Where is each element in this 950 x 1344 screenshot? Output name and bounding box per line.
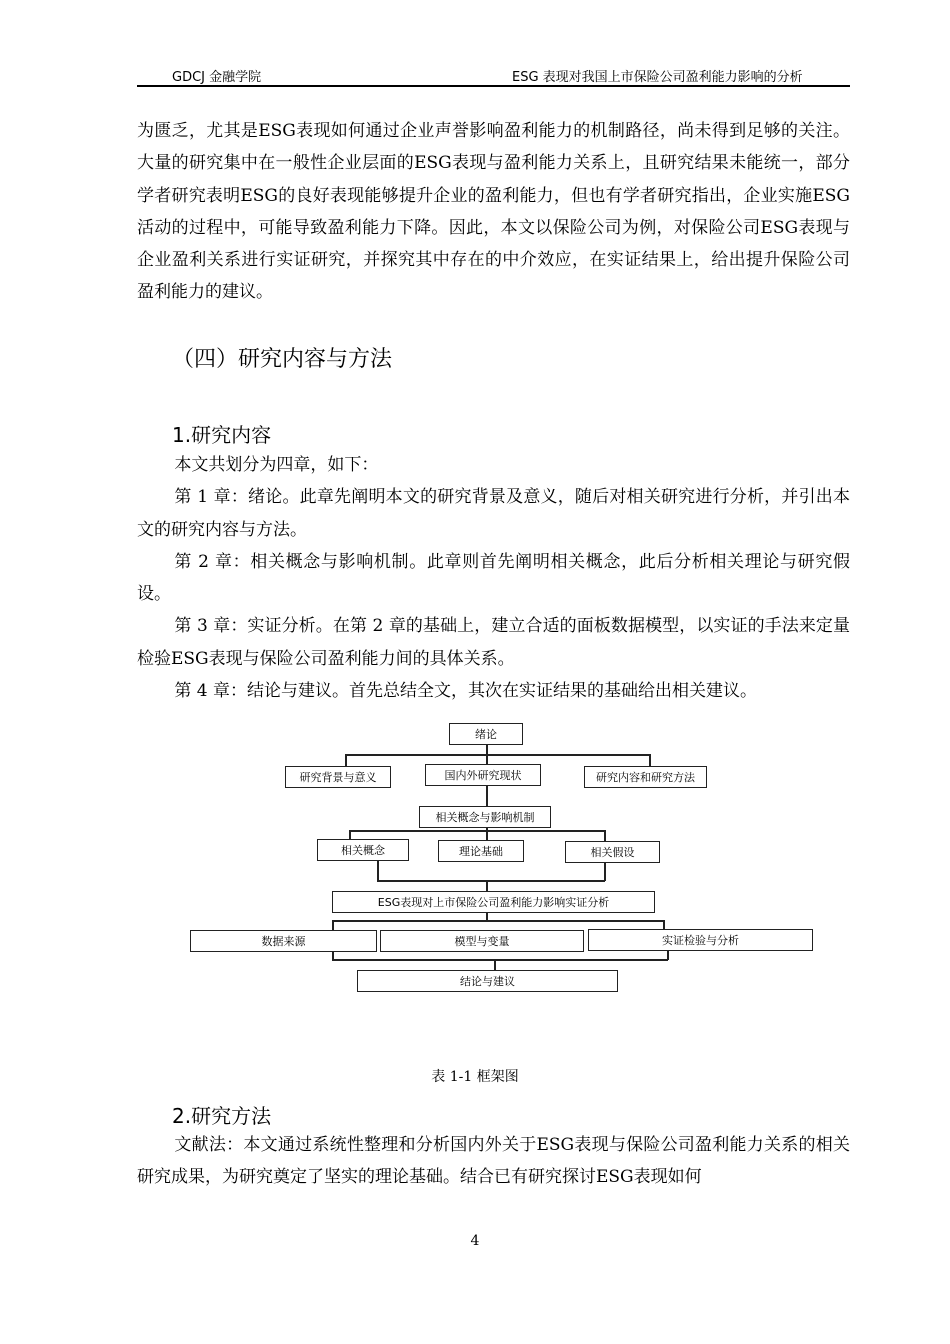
box-empirical: ESG表现对上市保险公司盈利能力影响实证分析 — [332, 891, 655, 913]
header-right: ESG 表现对我国上市保险公司盈利能力影响的分析 — [512, 70, 803, 85]
box-literature: 国内外研究现状 — [425, 764, 541, 786]
box-background: 研究背景与意义 — [285, 766, 391, 788]
box-content-method: 研究内容和研究方法 — [584, 766, 707, 788]
paragraph-text: 文献法：本文通过系统性整理和分析国内外关于ESG表现与保险公司盈利能力关系的相关研究成果，为研究奠定了坚实的理论基础。结合已有研究探讨ESG表现如何 — [137, 1135, 850, 1188]
paragraph — [137, 1129, 850, 1194]
figure-caption: 表 1-1 框架图 — [431, 1069, 519, 1085]
paragraph: 第 2 章：相关概念与影响机制。此章则首先阐明相关概念，此后分析相关理论与研究假设。 — [137, 551, 850, 605]
connector-line — [486, 880, 488, 891]
page-number: 4 — [470, 1233, 480, 1249]
connector-line — [332, 920, 664, 922]
paragraph: 第 1 章：绪论。此章先阐明本文的研究背景及意义，随后对相关研究进行分析，并引出本文的研究内容与方法。 — [137, 487, 850, 540]
connector-line — [649, 754, 651, 766]
connector-line — [604, 830, 606, 841]
header-left: GDCJ 金融学院 — [172, 70, 262, 85]
connector-line — [377, 880, 605, 882]
box-intro: 绪论 — [449, 723, 523, 745]
paragraph: 本文共划分为四章，如下： — [174, 455, 379, 475]
chapter-list — [137, 449, 850, 707]
box-data-source: 数据来源 — [190, 930, 377, 952]
box-conclusion: 结论与建议 — [357, 970, 618, 992]
section-heading: （四）研究内容与方法 — [172, 347, 393, 372]
box-concepts-mechanism: 相关概念与影响机制 — [419, 806, 551, 828]
subsection-heading: 2.研究方法 — [172, 1104, 272, 1128]
header-rule — [137, 85, 850, 87]
connector-line — [332, 959, 668, 961]
paragraph — [137, 115, 850, 309]
connector-line — [604, 863, 606, 881]
paragraph: 第 3 章：实证分析。在第 2 章的基础上，建立合适的面板数据模型，以实证的手法来定量检验ESG表现与保险公司盈利能力间的具体关系。 — [137, 616, 850, 669]
connector-line — [345, 754, 347, 766]
box-hypotheses: 相关假设 — [565, 841, 660, 863]
box-concepts: 相关概念 — [317, 839, 409, 861]
paragraph-text: 为匮乏，尤其是ESG表现如何通过企业声誉影响盈利能力的机制路径，尚未得到足够的关注。大量的研究集中在一般性企业层面的ESG表现与盈利能力关系上，且研究结果未能统一，部分学者研究表明ESG的良好表现能够提升企业的盈利能力，但也有学者研究指出，企业实施ESG活动的过程中，可能导致盈利能力下降。因此，本文以保险公司为例，对保险公司ESG表现与企业盈利关系进行实证研究，并探究其中存在的中介效应，在实证结果上，给出提升保险公司盈利能力的建议。 — [137, 121, 850, 303]
connector-line — [486, 786, 488, 806]
connector-line — [345, 754, 650, 756]
box-theory: 理论基础 — [438, 840, 524, 862]
subsection-heading: 1.研究内容 — [172, 423, 272, 447]
box-model: 模型与变量 — [380, 930, 584, 952]
paragraph: 第 4 章：结论与建议。首先总结全文，其次在实证结果的基础给出相关建议。 — [174, 681, 758, 702]
connector-line — [494, 959, 496, 970]
box-test: 实证检验与分析 — [588, 929, 813, 951]
connector-line — [377, 861, 379, 881]
connector-line — [349, 830, 605, 832]
connector-line — [332, 920, 334, 930]
